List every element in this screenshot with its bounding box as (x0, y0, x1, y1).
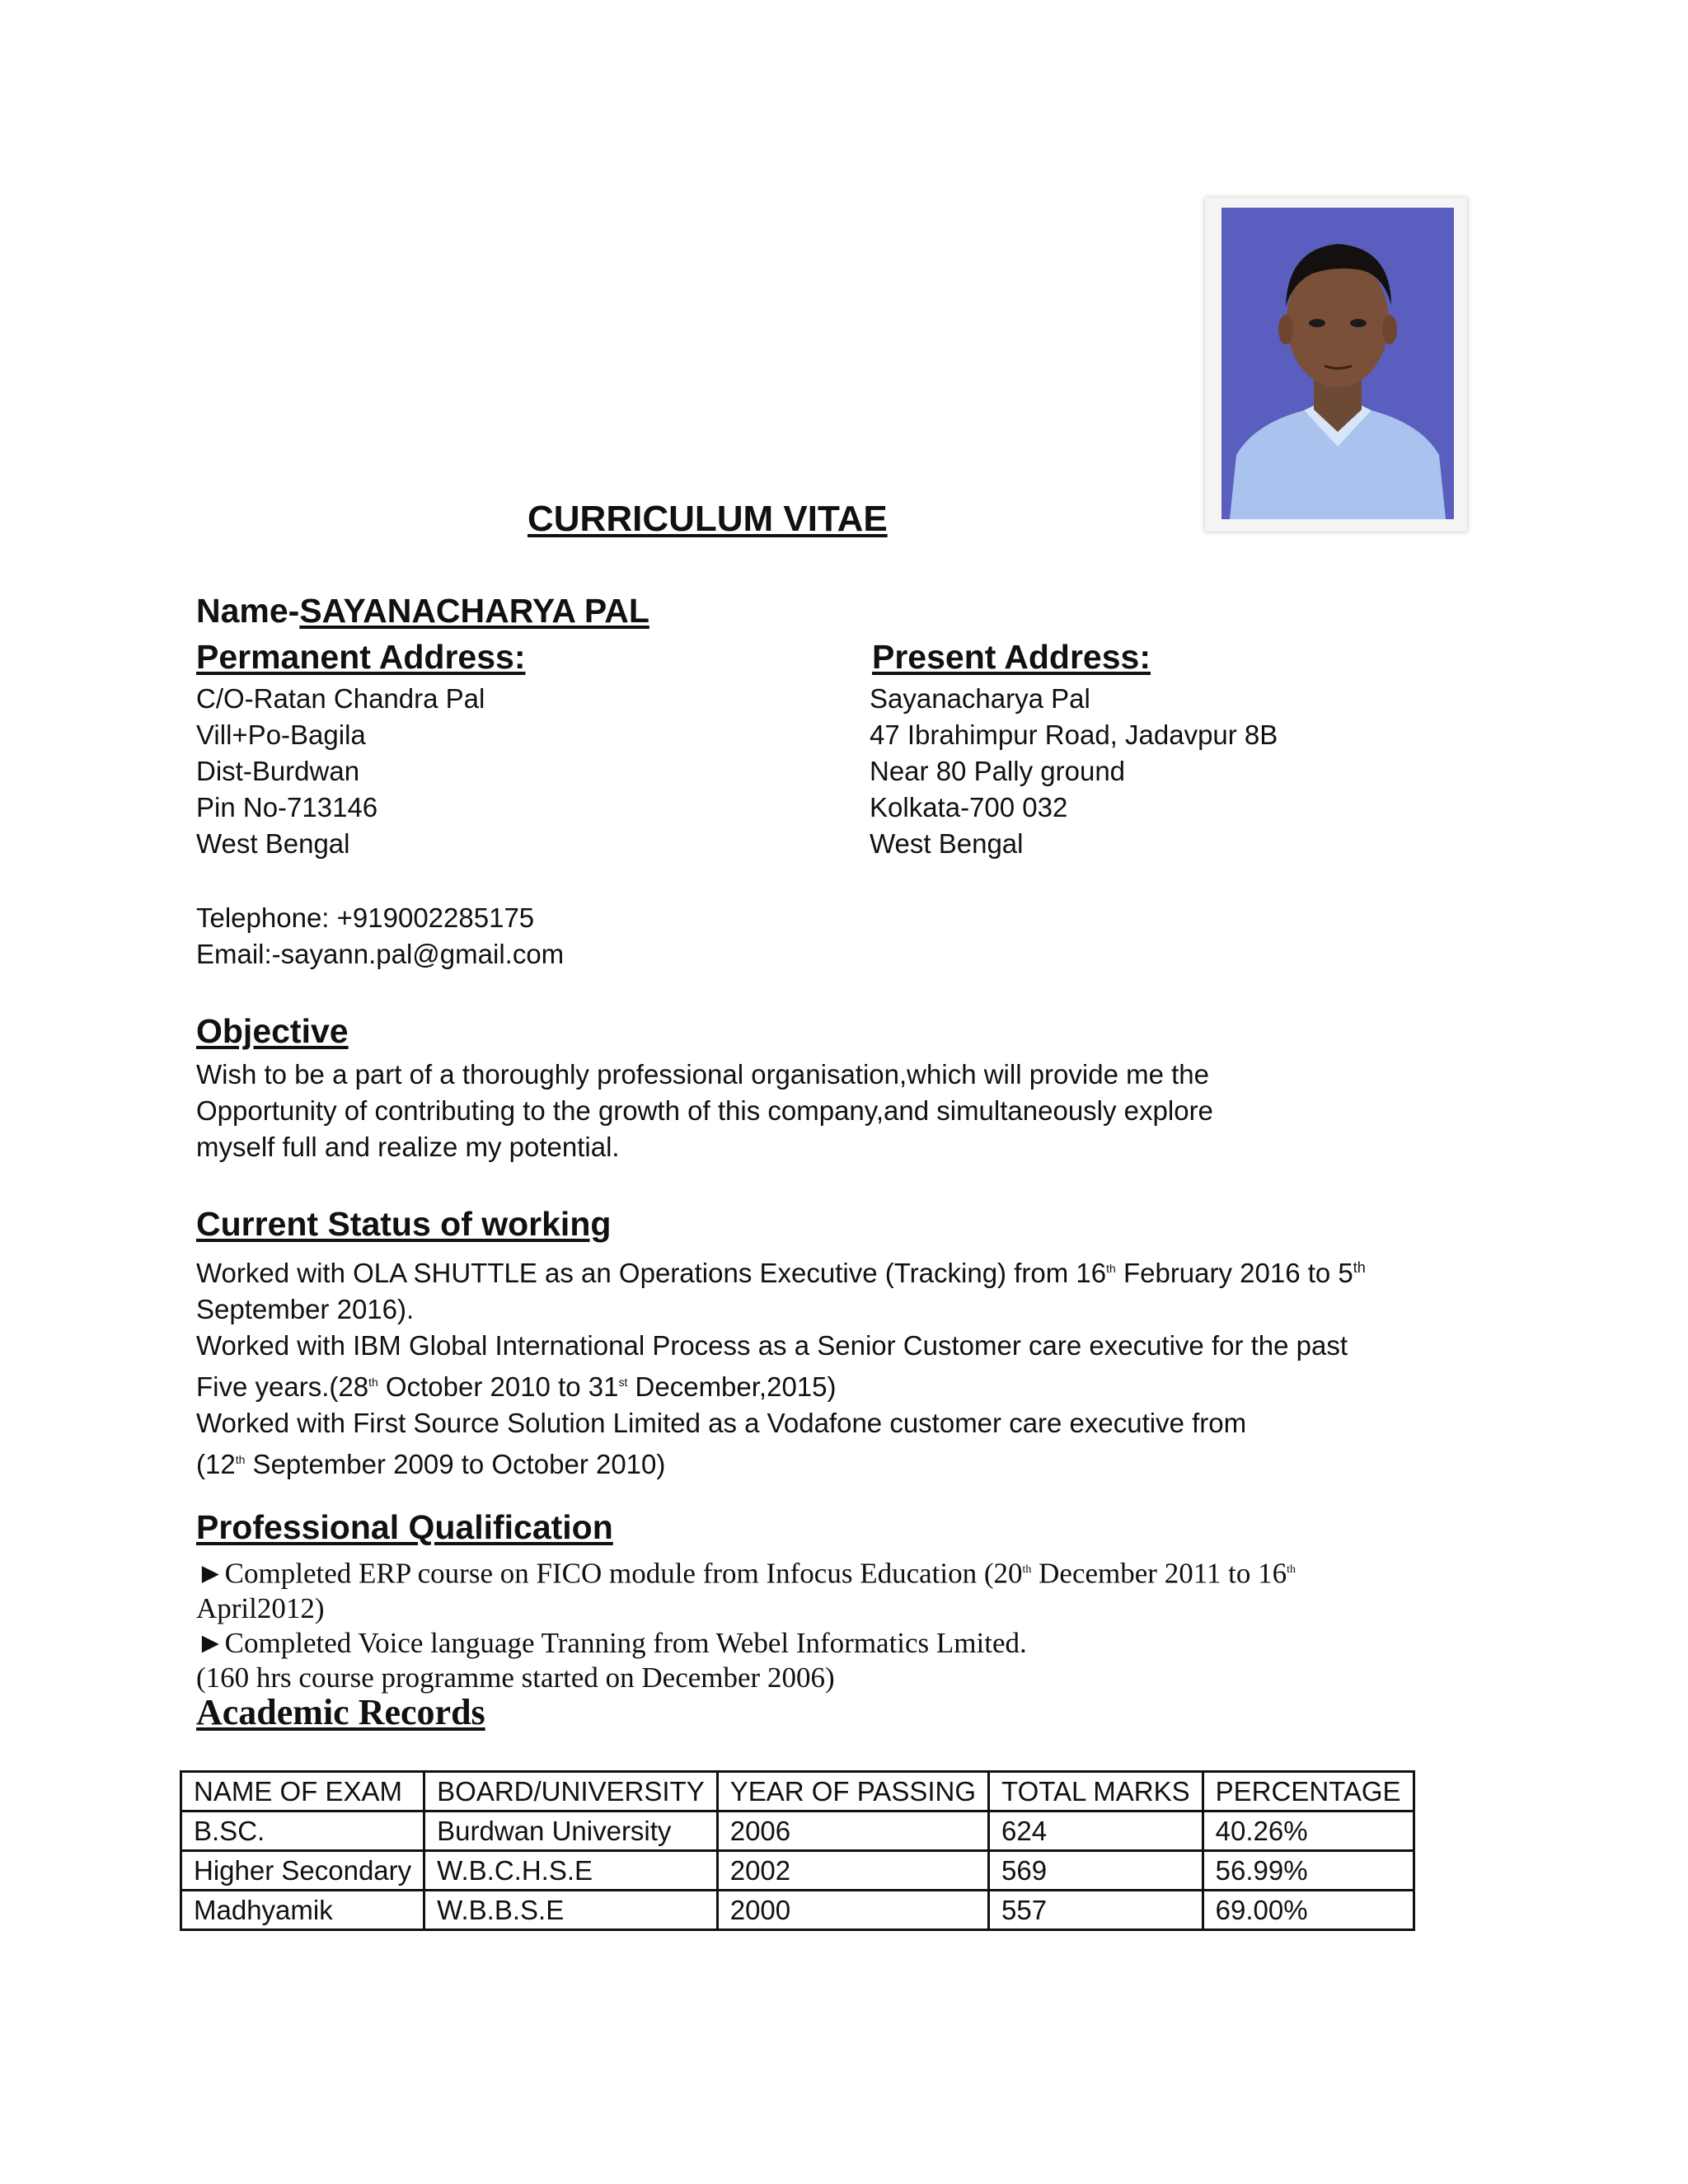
table-cell: 56.99% (1203, 1851, 1414, 1891)
table-cell: 557 (989, 1891, 1203, 1930)
address-line: Dist-Burdwan (196, 756, 360, 786)
status-line: Five years.(28th October 2010 to 31st December,2015) (196, 1371, 837, 1402)
arrow-bullet-icon: ► (196, 1626, 225, 1659)
current-status-text (196, 1249, 1366, 1483)
page-title: CURRICULUM VITAE (528, 499, 888, 539)
table-cell: W.B.C.H.S.E (424, 1851, 718, 1891)
table-cell: 569 (989, 1851, 1203, 1891)
address-line: Pin No-713146 (196, 792, 378, 823)
professional-heading: Professional Qualification (196, 1508, 613, 1546)
column-header: NAME OF EXAM (181, 1772, 424, 1811)
address-line: Sayanacharya Pal (870, 683, 1090, 714)
current-status-heading: Current Status of working (196, 1205, 612, 1243)
status-line: Worked with IBM Global International Process as a Senior Customer care executive for the past (196, 1330, 1348, 1361)
qualification-line: (160 hrs course programme started on December 2006) (196, 1661, 835, 1694)
table-cell: 69.00% (1203, 1891, 1414, 1930)
table-cell: Higher Secondary (181, 1851, 424, 1891)
table-row (181, 1891, 1414, 1930)
address-line: West Bengal (870, 828, 1024, 859)
professional-text (196, 1553, 1296, 1695)
objective-line: myself full and realize my potential. (196, 1132, 620, 1162)
academic-heading: Academic Records (196, 1692, 485, 1732)
table-cell: 40.26% (1203, 1811, 1414, 1851)
table-header-row (181, 1772, 1414, 1811)
table-row (181, 1811, 1414, 1851)
objective-heading: Objective (196, 1012, 349, 1050)
qualification-line: ►Completed ERP course on FICO module from Infocus Education (20th December 2011 to 16th (196, 1557, 1296, 1590)
status-line: Worked with OLA SHUTTLE as an Operations Executive (Tracking) from 16th February 2016 to 5th (196, 1258, 1366, 1288)
address-line: C/O-Ratan Chandra Pal (196, 683, 485, 714)
table-cell: Burdwan University (424, 1811, 718, 1851)
address-line: 47 Ibrahimpur Road, Jadavpur 8B (870, 719, 1278, 750)
table-cell: 624 (989, 1811, 1203, 1851)
present-address-heading: Present Address: (872, 638, 1151, 676)
objective-text (196, 1057, 1213, 1165)
column-header: TOTAL MARKS (989, 1772, 1203, 1811)
column-header: BOARD/UNIVERSITY (424, 1772, 718, 1811)
table-cell: B.SC. (181, 1811, 424, 1851)
candidate-name: SAYANACHARYA PAL (299, 592, 649, 630)
table-cell: 2000 (717, 1891, 988, 1930)
status-line: September 2016). (196, 1294, 415, 1324)
table-cell: 2006 (717, 1811, 988, 1851)
address-line: Vill+Po-Bagila (196, 719, 366, 750)
table-cell: Madhyamik (181, 1891, 424, 1930)
academic-records-table (180, 1770, 1415, 1931)
table-cell: 2002 (717, 1851, 988, 1891)
profile-photo (1205, 198, 1467, 532)
address-line: Kolkata-700 032 (870, 792, 1068, 823)
address-line: West Bengal (196, 828, 350, 859)
name-line (196, 592, 649, 630)
qualification-line: ►Completed Voice language Tranning from Webel Informatics Lmited. (196, 1626, 1027, 1659)
present-address (870, 681, 1278, 862)
objective-line: Opportunity of contributing to the growth of this company,and simultaneously explore (196, 1095, 1213, 1126)
table-row (181, 1851, 1414, 1891)
objective-line: Wish to be a part of a thoroughly professional organisation,which will provide me the (196, 1059, 1209, 1090)
arrow-bullet-icon: ► (196, 1557, 225, 1590)
telephone: Telephone: +919002285175 (196, 902, 535, 933)
column-header: PERCENTAGE (1203, 1772, 1414, 1811)
address-line: Near 80 Pally ground (870, 756, 1126, 786)
status-line: Worked with First Source Solution Limited as a Vodafone customer care executive from (196, 1408, 1247, 1438)
name-label: Name- (196, 592, 300, 630)
permanent-address-heading: Permanent Address: (196, 638, 526, 676)
email: Email:-sayann.pal@gmail.com (196, 939, 565, 969)
qualification-line: April2012) (196, 1591, 325, 1624)
contact-block (196, 900, 564, 972)
status-line: (12th September 2009 to October 2010) (196, 1449, 666, 1479)
column-header: YEAR OF PASSING (717, 1772, 988, 1811)
table-cell: W.B.B.S.E (424, 1891, 718, 1930)
permanent-address (196, 681, 485, 862)
